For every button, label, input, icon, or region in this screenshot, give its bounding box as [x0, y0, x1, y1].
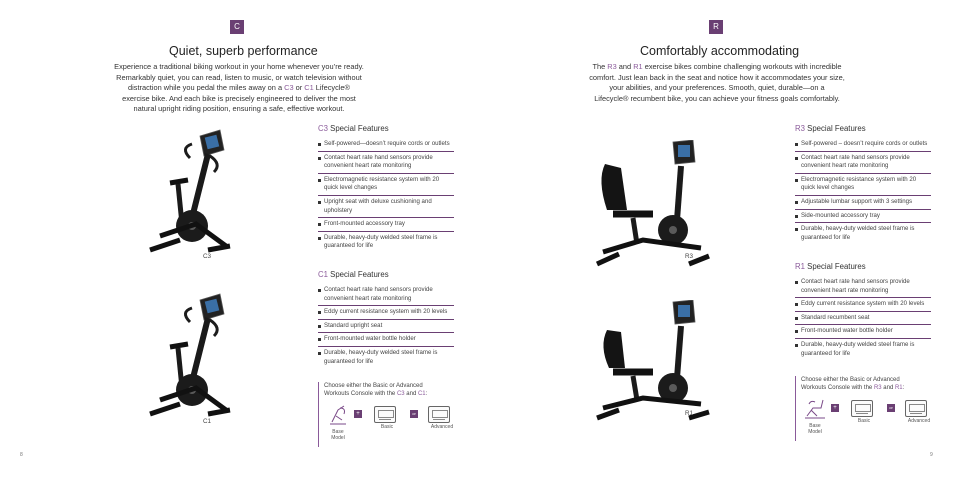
base-model: Base Model: [801, 396, 829, 435]
c1-features-title: C1 Special Features: [318, 270, 389, 279]
console-options: [324, 402, 454, 442]
c1-features: [318, 270, 454, 368]
section-tag-r: R: [709, 20, 723, 34]
console-text: Choose either the Basic or Advanced Workouts Console with the R3 and R1:: [801, 377, 905, 391]
right-intro: [557, 62, 877, 104]
feature-item: Durable, heavy-duty welded steel frame is guaranteed for life: [318, 347, 454, 368]
r1-features-title: R1 Special Features: [795, 262, 866, 271]
feature-item: Side-mounted accessory tray: [795, 210, 931, 224]
c1-feature-list: [318, 284, 454, 368]
base-model: Base Model: [324, 402, 352, 441]
basic-console-icon: [851, 400, 873, 417]
intro-line: your abilities, and your preferences. Smooth, quiet, durable—on a: [609, 83, 825, 93]
plus-icon: +: [354, 410, 362, 418]
advanced-console: Advanced: [428, 406, 456, 430]
console-options: [801, 396, 931, 436]
r3-bike-label: R3: [685, 253, 694, 260]
feature-item: Electromagnetic resistance system with 20 quick level changes: [795, 174, 931, 196]
feature-item: Eddy current resistance system with 20 levels: [795, 298, 931, 312]
c3-features: [318, 124, 454, 253]
intro-line: Experience a traditional biking workout in your home whenever you’re ready.: [114, 62, 364, 71]
feature-item: Contact heart rate hand sensors provide convenient heart rate monitoring: [318, 284, 454, 306]
console-choice-box: [318, 382, 454, 447]
left-intro: [84, 62, 394, 115]
c3-features-title: C3 Special Features: [318, 124, 389, 133]
r3-features: [795, 124, 931, 244]
intro-line: distraction while you pedal the miles away on a C3 or C1 Lifecycle®: [128, 83, 350, 93]
intro-line: Remarkably quiet, you can read, listen to music, or watch television without: [116, 72, 362, 82]
right-heading: Comfortably accommodating: [640, 44, 800, 58]
advanced-console-icon: [428, 406, 450, 423]
c1-bike-label: C1: [203, 418, 212, 425]
feature-item: Eddy current resistance system with 20 levels: [318, 306, 454, 320]
feature-item: Electromagnetic resistance system with 20 quick level changes: [318, 174, 454, 196]
r1-features: [795, 262, 931, 360]
left-heading: Quiet, superb performance: [169, 44, 318, 58]
page-number: 9: [930, 452, 933, 458]
feature-item: Self-powered—doesn’t require cords or outlets: [318, 138, 454, 152]
r1-bike-label: R1: [685, 410, 694, 417]
feature-item: Front-mounted water bottle holder: [318, 333, 454, 347]
c3-feature-list: [318, 138, 454, 253]
feature-item: Adjustable lumbar support with 3 settings: [795, 196, 931, 210]
r3-bike-image: [593, 140, 713, 272]
advanced-console: Advanced: [905, 400, 933, 424]
r3-features-title: R3 Special Features: [795, 124, 866, 133]
r1-bike-image: [593, 300, 713, 425]
base-model-icon: [326, 402, 350, 426]
page-number: 8: [20, 452, 23, 458]
c3-bike-image: [130, 128, 240, 268]
r1-feature-list: [795, 276, 931, 360]
feature-item: Contact heart rate hand sensors provide convenient heart rate monitoring: [318, 152, 454, 174]
feature-item: Standard recumbent seat: [795, 312, 931, 326]
or-badge: or: [410, 410, 418, 418]
base-model-icon: [803, 396, 827, 420]
feature-item: Standard upright seat: [318, 320, 454, 334]
feature-item: Front-mounted accessory tray: [318, 218, 454, 232]
r3-feature-list: [795, 138, 931, 244]
intro-line: natural upright riding position, ensuring a safe, effective workout.: [133, 104, 345, 114]
intro-line: exercise bike. And each bike is precisely engineered to deliver the most: [122, 93, 356, 103]
intro-line: The R3 and R1 exercise bikes combine challenging workouts with incredible: [592, 62, 842, 71]
feature-item: Durable, heavy-duty welded steel frame is guaranteed for life: [795, 223, 931, 244]
c3-bike-label: C3: [203, 253, 212, 260]
or-badge: or: [887, 404, 895, 412]
feature-item: Self-powered – doesn’t require cords or outlets: [795, 138, 931, 152]
feature-item: Upright seat with deluxe cushioning and upholstery: [318, 196, 454, 218]
feature-item: Front-mounted water bottle holder: [795, 325, 931, 339]
intro-line: Lifecycle® recumbent bike, you can achieve your fitness goals comfortably.: [594, 93, 840, 103]
advanced-console-icon: [905, 400, 927, 417]
feature-item: Durable, heavy-duty welded steel frame is guaranteed for life: [318, 232, 454, 253]
right-page: [477, 0, 954, 477]
intro-line: comfort. Just lean back in the seat and notice how it accommodates your size,: [589, 72, 845, 82]
console-choice-box: [795, 376, 931, 441]
basic-console: Basic: [851, 400, 877, 424]
plus-icon: +: [831, 404, 839, 412]
basic-console: Basic: [374, 406, 400, 430]
basic-console-icon: [374, 406, 396, 423]
feature-item: Contact heart rate hand sensors provide convenient heart rate monitoring: [795, 152, 931, 174]
c1-bike-image: [130, 292, 240, 432]
section-tag-c: C: [230, 20, 244, 34]
console-text: Choose either the Basic or Advanced Workouts Console with the C3 and C1:: [324, 383, 428, 397]
feature-item: Contact heart rate hand sensors provide convenient heart rate monitoring: [795, 276, 931, 298]
feature-item: Durable, heavy-duty welded steel frame is guaranteed for life: [795, 339, 931, 360]
